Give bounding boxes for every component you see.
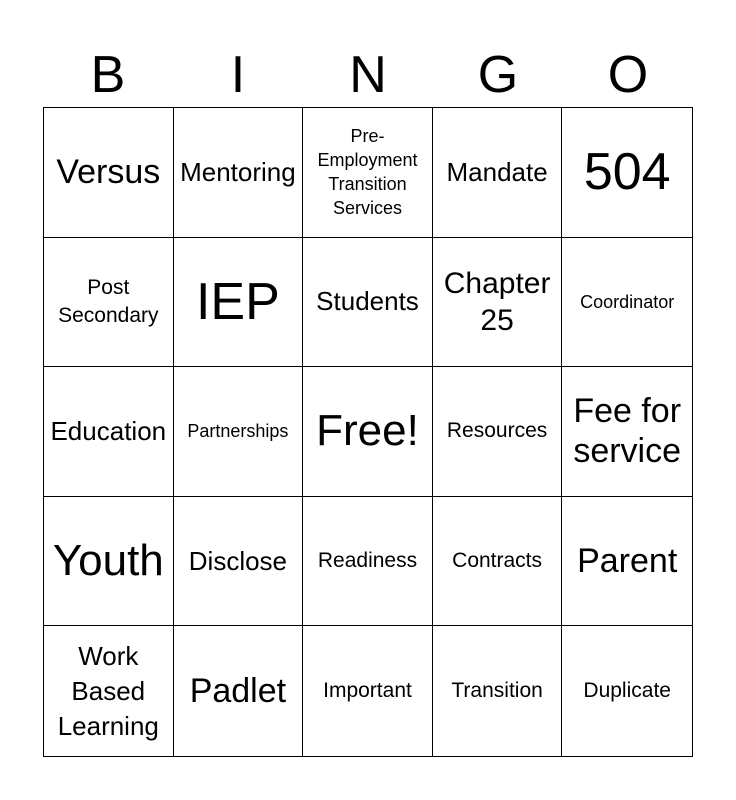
bingo-cell[interactable] <box>44 238 174 368</box>
bingo-cell[interactable] <box>174 497 304 627</box>
bingo-cell[interactable] <box>303 497 433 627</box>
bingo-cell[interactable] <box>433 497 563 627</box>
bingo-cell[interactable] <box>174 108 304 238</box>
cell-text: Pre- Employment Transition Services <box>317 126 418 219</box>
cell-text: Chapter 25 <box>443 266 551 337</box>
bingo-cell[interactable] <box>562 626 692 756</box>
cell-text: Youth <box>52 536 164 586</box>
cell-text: Important <box>323 679 412 703</box>
bingo-cell[interactable] <box>562 497 692 627</box>
cell-text: Mandate <box>446 156 548 187</box>
cell-text: Padlet <box>189 672 287 711</box>
cell-text: Fee for service <box>573 392 682 471</box>
bingo-cell[interactable] <box>303 367 433 497</box>
bingo-cell[interactable] <box>433 108 563 238</box>
cell-text: Resources <box>446 419 548 443</box>
cell-text: Contracts <box>452 549 543 573</box>
cell-text: Post Secondary <box>58 275 159 327</box>
cell-text: Mentoring <box>180 156 296 187</box>
cell-text: Readiness <box>317 549 418 573</box>
bingo-cell[interactable] <box>174 626 304 756</box>
cell-text: Versus <box>56 153 161 192</box>
bingo-cell[interactable] <box>433 238 563 368</box>
cell-text: Free! <box>316 406 419 456</box>
bingo-cell[interactable] <box>303 626 433 756</box>
bingo-board <box>43 107 693 757</box>
bingo-cell[interactable] <box>174 367 304 497</box>
header-letter-g: G <box>477 46 519 104</box>
bingo-cell[interactable] <box>44 108 174 238</box>
bingo-cell[interactable] <box>433 367 563 497</box>
bingo-cell[interactable] <box>44 626 174 756</box>
cell-text: Transition <box>451 679 543 703</box>
cell-text: IEP <box>195 272 280 331</box>
cell-text: 504 <box>583 143 671 202</box>
cell-text: Disclose <box>188 545 288 576</box>
cell-text: Students <box>316 286 419 317</box>
bingo-cell[interactable] <box>44 367 174 497</box>
cell-text: Work Based Learning <box>57 640 159 741</box>
cell-text: Duplicate <box>583 679 671 703</box>
bingo-cell[interactable] <box>562 108 692 238</box>
bingo-cell[interactable] <box>562 238 692 368</box>
header-letter-b: B <box>90 46 126 104</box>
cell-text: Partnerships <box>187 421 289 442</box>
bingo-cell[interactable] <box>44 497 174 627</box>
bingo-cell[interactable] <box>433 626 563 756</box>
cell-text: Parent <box>577 542 678 581</box>
bingo-cell[interactable] <box>303 238 433 368</box>
cell-text: Education <box>50 415 167 446</box>
bingo-cell[interactable] <box>174 238 304 368</box>
header-letter-n: N <box>349 46 387 104</box>
bingo-cell[interactable] <box>303 108 433 238</box>
cell-text: Coordinator <box>580 291 675 312</box>
bingo-header <box>43 46 693 104</box>
header-letter-o: O <box>607 46 649 104</box>
bingo-cell[interactable] <box>562 367 692 497</box>
header-letter-i: I <box>230 46 246 104</box>
